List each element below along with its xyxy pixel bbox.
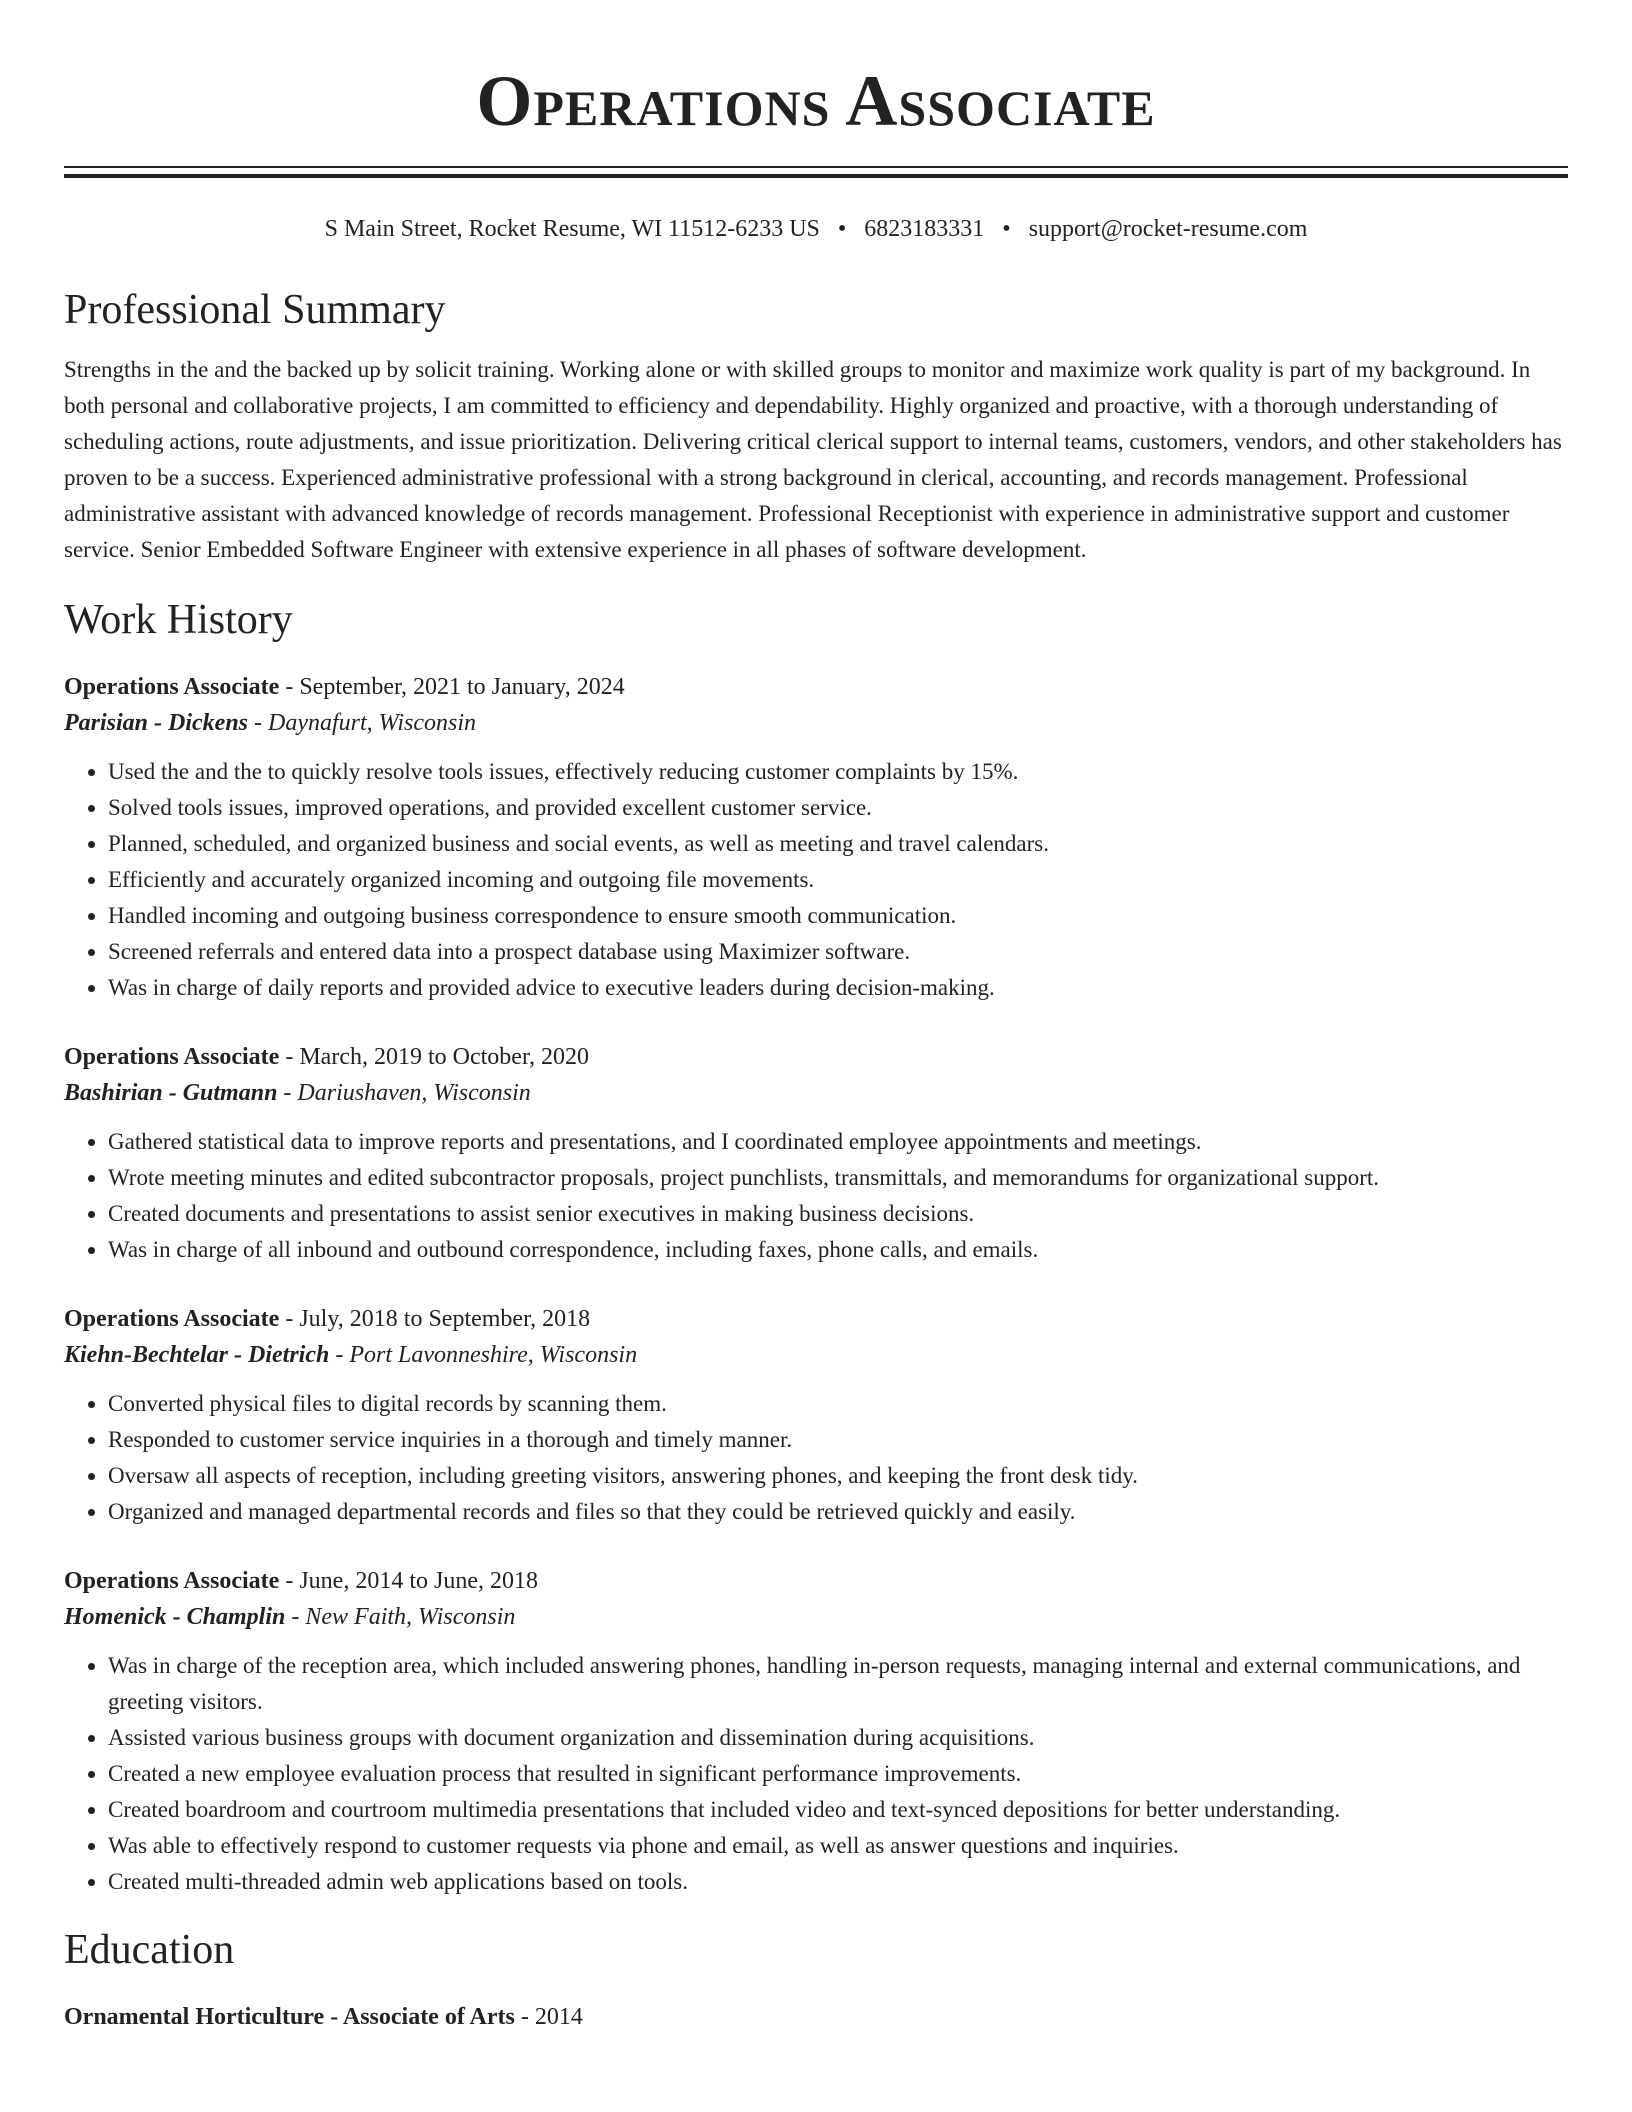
job-bullets [64,1124,1568,1268]
job-company: Parisian - Dickens [64,710,249,736]
job-bullet: • Created documents and presentations to assist senior executives in making business decisions. [108,1196,1568,1232]
job-bullet: • Solved tools issues, improved operations, and provided excellent customer service. [108,790,1568,826]
work-history-section [64,594,1568,1900]
job-bullet: • Created multi-threaded admin web applications based on tools. [108,1864,1568,1900]
job-title-line: Operations Associate - June, 2014 to June, 2018 [64,1568,538,1594]
job-bullet: • Created boardroom and courtroom multimedia presentations that included video and text-synced depositions for better understanding. [108,1792,1568,1828]
job-location: Port Lavonneshire, Wisconsin [349,1342,638,1368]
resume-name: Operations Associate [476,61,1156,141]
summary-section [64,284,1568,568]
contact-address: S Main Street, Rocket Resume, WI 11512-6233 US [324,216,820,242]
job-location: New Faith, Wisconsin [305,1604,516,1630]
job-company-line: Kiehn-Bechtelar - Dietrich - Port Lavonneshire, Wisconsin [64,1342,638,1368]
education-entry: Ornamental Horticulture - Associate of Arts - 2014 [64,2004,583,2030]
job-bullets [64,754,1568,1006]
job-company-line: Parisian - Dickens - Daynafurt, Wisconsin [64,710,477,736]
job-dates: September, 2021 to January, 2024 [299,674,625,700]
bullet-separator: • [837,216,847,242]
header-rule-thick [64,174,1568,178]
education-field: Ornamental Horticulture [64,2004,325,2030]
job-location: Daynafurt, Wisconsin [268,710,477,736]
job-bullet: • Gathered statistical data to improve reports and presentations, and I coordinated employee appointments and meetings. [108,1124,1568,1160]
job-bullet: • Wrote meeting minutes and edited subcontractor proposals, project punchlists, transmittals, and memorandums for organizational support. [108,1160,1568,1196]
job-bullet: • Was in charge of the reception area, which included answering phones, handling in-person requests, managing internal and external communications, and greeting visitors. [108,1648,1568,1720]
job-dates: June, 2014 to June, 2018 [299,1568,538,1594]
contact-email: support@rocket-resume.com [1028,216,1308,242]
job-company-line: Bashirian - Gutmann - Dariushaven, Wisconsin [64,1080,531,1106]
job-company-line: Homenick - Champlin - New Faith, Wisconsin [64,1604,516,1630]
job-bullet: • Used the and the to quickly resolve tools issues, effectively reducing customer complaints by 15%. [108,754,1568,790]
work-history-heading: Work History [64,597,293,643]
job-bullet: • Created a new employee evaluation process that resulted in significant performance improvements. [108,1756,1568,1792]
job-title: Operations Associate [64,674,280,700]
job-title-line: Operations Associate - September, 2021 to January, 2024 [64,674,625,700]
job-bullet: • Was in charge of all inbound and outbound correspondence, including faxes, phone calls, and emails. [108,1232,1568,1268]
job-bullet: • Was able to effectively respond to customer requests via phone and email, as well as answer questions and inquiries. [108,1828,1568,1864]
job-company: Kiehn-Bechtelar - Dietrich [64,1342,330,1368]
job-entry [64,1564,1568,1900]
job-title-line: Operations Associate - March, 2019 to October, 2020 [64,1044,589,1070]
bullet-separator: • [1002,216,1011,242]
job-title: Operations Associate [64,1568,280,1594]
contact-line [64,214,1568,244]
job-title: Operations Associate [64,1044,280,1070]
job-bullets [64,1386,1568,1530]
job-bullet: • Converted physical files to digital records by scanning them. [108,1386,1568,1422]
job-entry [64,1040,1568,1268]
job-bullet: • Responded to customer service inquiries in a thorough and timely manner. [108,1422,1568,1458]
education-heading: Education [64,1927,235,1973]
job-bullet: • Handled incoming and outgoing business correspondence to ensure smooth communication. [108,898,1568,934]
header-rule-thin [64,166,1568,168]
job-bullet: • Organized and managed departmental records and files so that they could be retrieved quickly and easily. [108,1494,1568,1530]
job-entry [64,1302,1568,1530]
job-bullet: • Planned, scheduled, and organized business and social events, as well as meeting and travel calendars. [108,826,1568,862]
job-dates: July, 2018 to September, 2018 [299,1306,591,1332]
job-bullets [64,1648,1568,1900]
job-title: Operations Associate [64,1306,280,1332]
education-section [64,1924,1568,2034]
contact-phone: 6823183331 [864,216,985,242]
summary-heading: Professional Summary [64,287,446,333]
job-company: Bashirian - Gutmann [64,1080,278,1106]
job-bullet: • Screened referrals and entered data into a prospect database using Maximizer software. [108,934,1568,970]
job-location: Dariushaven, Wisconsin [297,1080,531,1106]
education-year: 2014 [534,2004,583,2030]
job-dates: March, 2019 to October, 2020 [299,1044,589,1070]
education-degree: Associate of Arts [342,2004,515,2030]
job-bullet: • Assisted various business groups with document organization and dissemination during acquisitions. [108,1720,1568,1756]
job-bullet: • Oversaw all aspects of reception, including greeting visitors, answering phones, and keeping the front desk tidy. [108,1458,1568,1494]
summary-text: Strengths in the and the backed up by solicit training. Working alone or with skilled groups to monitor and maximize work quality is part of my background. In both personal and collaborative projects, I am committed to efficiency and dependability. Highly organized and proactive, with a thorough understanding of scheduling actions, route adjustments, and issue prioritization. Delivering critical clerical support to internal teams, customers, vendors, and other stakeholders has proven to be a success. Experienced administrative professional with a strong background in clerical, accounting, and records management. Professional administrative assistant with advanced knowledge of records management. Professional Receptionist with experience in administrative support and customer service. Senior Embedded Software Engineer with extensive experience in all phases of software development. [64,357,1562,562]
job-company: Homenick - Champlin [64,1604,286,1630]
job-bullet: • Was in charge of daily reports and provided advice to executive leaders during decision-making. [108,970,1568,1006]
job-entry [64,670,1568,1006]
job-title-line: Operations Associate - July, 2018 to September, 2018 [64,1306,591,1332]
job-bullet: • Efficiently and accurately organized incoming and outgoing file movements. [108,862,1568,898]
